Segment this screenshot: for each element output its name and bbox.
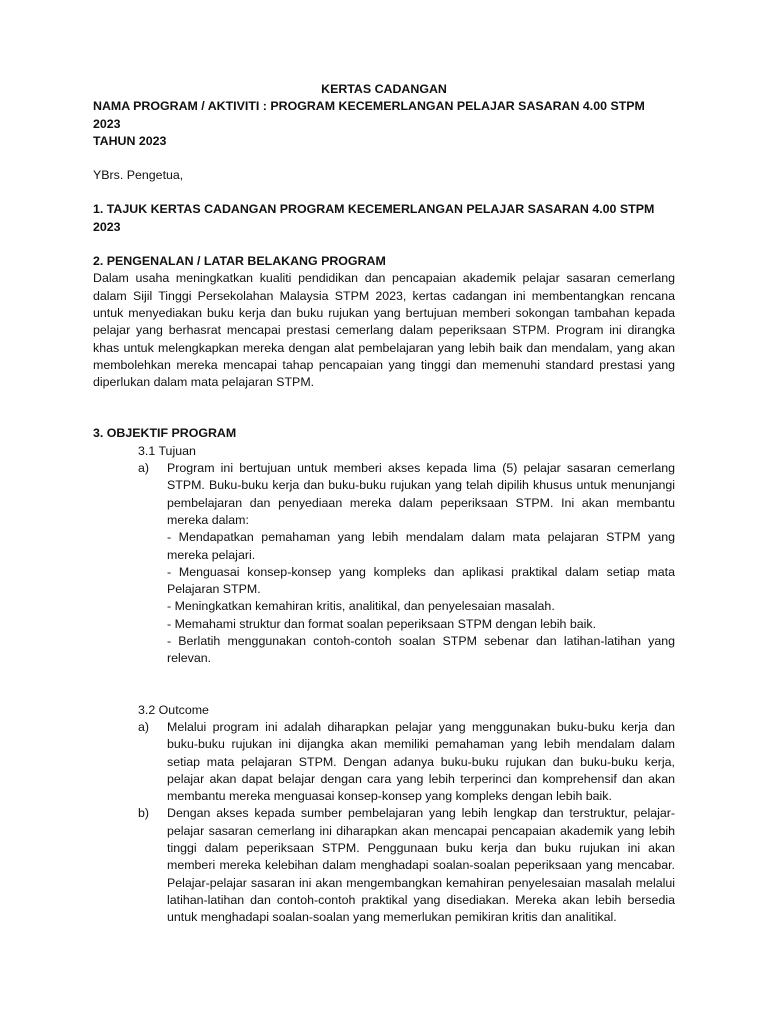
- program-year-line: TAHUN 2023: [93, 133, 167, 148]
- list-item-text: Dengan akses kepada sumber pembelajaran yang lebih lengkap dan terstruktur, pelajar-pelajar sasaran cemerlang ini diharapkan akan mencapai pencapaian akademik yang lebih tinggi dalam peperiksaan STPM. Penggunaan buku kerja dan buku rujukan ini akan memberi mereka kelebihan dalam menghadapi soalan-soalan peperiksaan yang mencabar. Pelajar-pelajar sasaran ini akan mengembangkan kemahiran penyelesaian masalah melalui latihan-latihan dan contoh-contoh praktikal yang disediakan. Mereka akan lebih bersedia untuk menghadapi soalan-soalan yang memerlukan pemikiran kritis dan analitikal.: [167, 806, 675, 925]
- section-2-heading: 2. PENGENALAN / LATAR BELAKANG PROGRAM: [93, 254, 386, 269]
- list-item-text: Melalui program ini adalah diharapkan pelajar yang menggunakan buku-buku kerja dan buku-buku rujukan ini dijangka akan memiliki pemahaman yang lebih mendalam dalam setiap mata pelajaran STPM. Dengan adanya buku-buku rujukan dan buku-buku kerja, pelajar akan dapat belajar dengan cara yang lebih terperinci dan komprehensif dan akan membantu mereka menguasai konsep-konsep yang kompleks dengan lebih baik.: [167, 719, 675, 804]
- tujuan-bullet-5: - Berlatih menggunakan contoh-contoh soalan STPM sebenar dan latihan-latihan yang relevan.: [167, 634, 675, 666]
- document-body: [93, 81, 675, 926]
- subsection-3-1-heading: 3.1 Tujuan: [138, 443, 196, 458]
- salutation: YBrs. Pengetua,: [93, 168, 184, 183]
- program-name-line: NAMA PROGRAM / AKTIVITI : PROGRAM KECEMERLANGAN PELAJAR SASARAN 4.00 STPM 2023: [93, 99, 645, 131]
- section-2-paragraph: Dalam usaha meningkatkan kualiti pendidikan dan pencapaian akademik pelajar sasaran cemerlang dalam Sijil Tinggi Persekolahan Malaysia STPM 2023, kertas cadangan ini membentangkan rencana untuk menyediakan buku kerja dan buku rujukan yang bertujuan memberi sokongan tambahan kepada pelajar yang berhasrat mencapai prestasi cemerlang dalam peperiksaan STPM. Program ini dirangka khas untuk melengkapkan mereka dengan alat pembelajaran yang lebih baik dan mendalam, yang akan membolehkan mereka mencapai tahap pencapaian yang tinggi dan memenuhi standard prestasi yang diperlukan dalam mata pelajaran STPM.: [93, 271, 675, 390]
- tujuan-bullet-1: - Mendapatkan pemahaman yang lebih mendalam dalam mata pelajaran STPM yang mereka pelajari.: [167, 530, 675, 562]
- list-item-3-2-b: [93, 805, 675, 926]
- list-item-text: [167, 460, 675, 668]
- list-marker: b): [138, 806, 150, 821]
- section-3-heading: 3. OBJEKTIF PROGRAM: [93, 426, 237, 441]
- document-title: KERTAS CADANGAN: [321, 82, 447, 96]
- list-marker: a): [138, 719, 150, 734]
- tujuan-intro: Program ini bertujuan untuk memberi akses kepada lima (5) pelajar sasaran cemerlang STPM. Buku-buku kerja dan buku-buku rujukan yang telah dipilih khusus untuk menunjangi pembelajaran dan penyediaan mereka dalam peperiksaan STPM. Ini akan membantu mereka dalam:: [167, 461, 675, 527]
- list-item-3-2-a: [93, 719, 675, 805]
- list-item-3-1-a: [93, 460, 675, 668]
- tujuan-bullet-4: - Memahami struktur dan format soalan peperiksaan STPM dengan lebih baik.: [167, 616, 597, 631]
- section-1-heading: 1. TAJUK KERTAS CADANGAN PROGRAM KECEMERLANGAN PELAJAR SASARAN 4.00 STPM 2023: [93, 202, 655, 234]
- list-marker: a): [138, 461, 150, 476]
- subsection-3-2-heading: 3.2 Outcome: [138, 702, 209, 717]
- tujuan-bullet-3: - Meningkatkan kemahiran kritis, analitikal, dan penyelesaian masalah.: [167, 599, 555, 614]
- tujuan-bullet-2: - Menguasai konsep-konsep yang kompleks dan aplikasi praktikal dalam setiap mata Pelajaran STPM.: [167, 564, 675, 597]
